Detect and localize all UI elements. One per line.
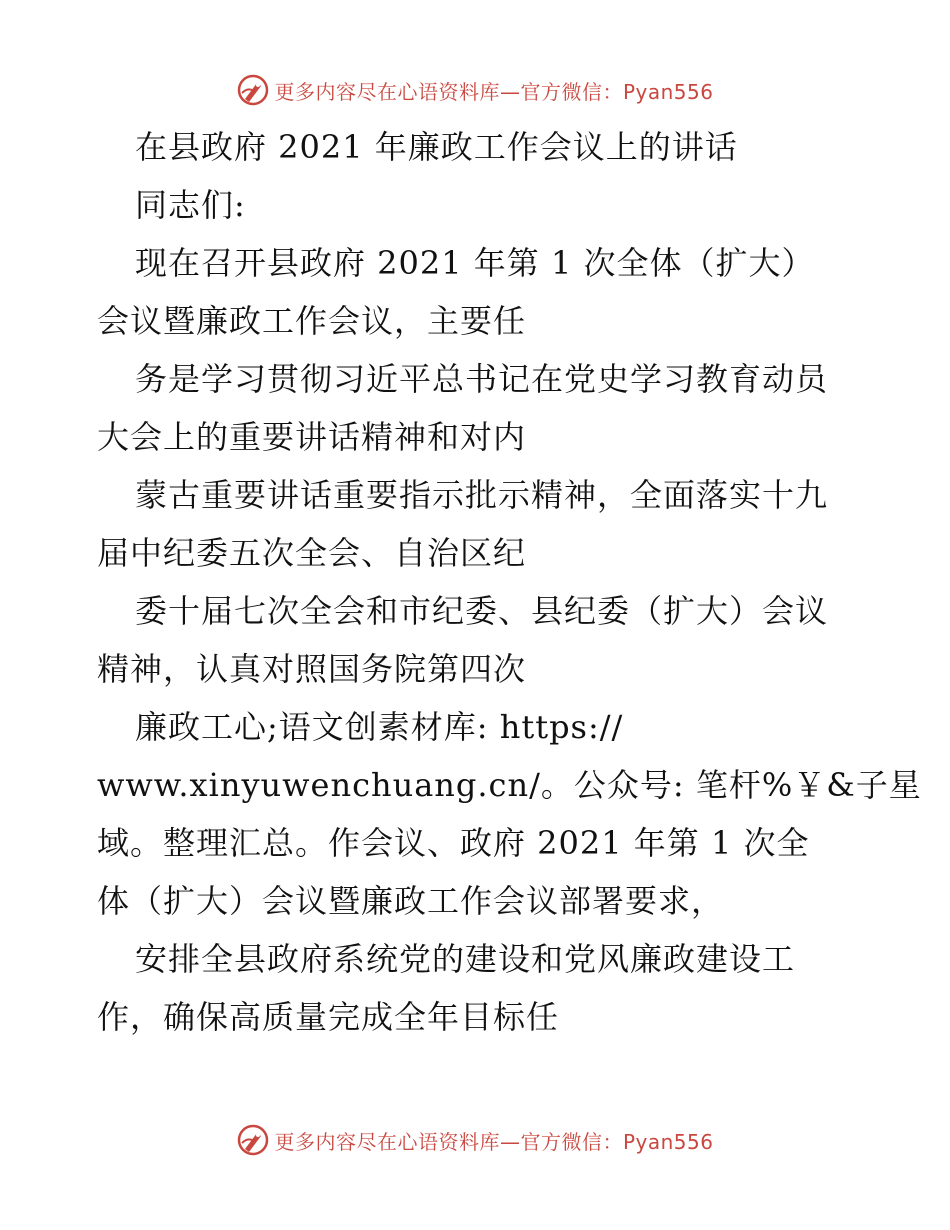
paragraph-line: 作，确保高质量完成全年目标任 <box>97 998 560 1036</box>
document-body <box>97 118 922 1046</box>
paragraph-line: 现在召开县政府 2021 年第 1 次全体（扩大） <box>135 244 815 282</box>
footer-banner <box>0 1120 950 1160</box>
paragraph-line: 体（扩大）会议暨廉政工作会议部署要求， <box>97 882 725 920</box>
paragraph-line: 大会上的重要讲话精神和对内 <box>97 418 527 456</box>
paragraph-line: www.xinyuwenchuang.cn/。公众号: 笔杆%￥&子星 <box>97 766 922 804</box>
paragraph-line: 域。整理汇总。作会议、政府 2021 年第 1 次全 <box>97 824 810 862</box>
header-banner-text: 更多内容尽在心语资料库—官方微信：Pyan556 <box>274 79 714 104</box>
footer-banner-text: 更多内容尽在心语资料库—官方微信：Pyan556 <box>274 1129 714 1154</box>
pen-nib-logo-icon <box>236 73 270 107</box>
paragraph-line: 委十届七次全会和市纪委、县纪委（扩大）会议 <box>135 592 829 630</box>
paragraph-line: 安排全县政府系统党的建设和党风廉政建设工 <box>135 940 796 978</box>
paragraph-line: 届中纪委五次全会、自治区纪 <box>97 534 527 572</box>
paragraph-line: 精神，认真对照国务院第四次 <box>97 650 527 688</box>
paragraph-line: 务是学习贯彻习近平总书记在党史学习教育动员 <box>135 360 829 398</box>
header-banner <box>0 70 950 110</box>
pen-nib-logo-icon <box>236 1123 270 1157</box>
document-title: 在县政府 2021 年廉政工作会议上的讲话 <box>135 128 738 166</box>
paragraph-line: 廉政工心;语文创素材库: https:// <box>135 708 624 746</box>
paragraph-line: 蒙古重要讲话重要指示批示精神，全面落实十九 <box>135 476 829 514</box>
salutation: 同志们: <box>135 186 246 224</box>
paragraph-line: 会议暨廉政工作会议，主要任 <box>97 302 527 340</box>
